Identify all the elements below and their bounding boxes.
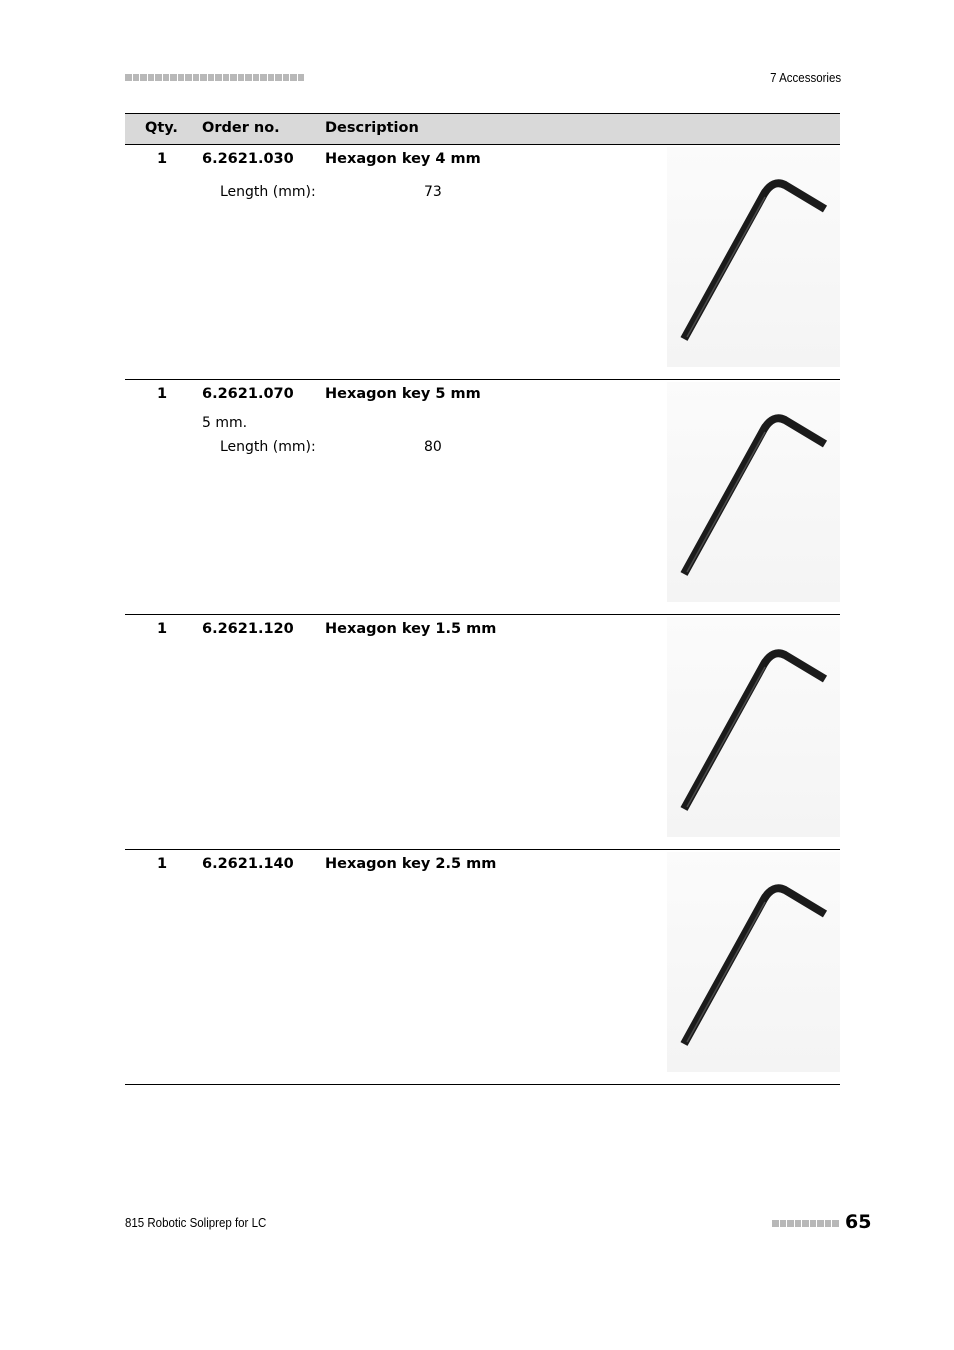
row-description: Hexagon key 5 mm [325, 386, 481, 402]
row-order-no: 6.2621.030 [202, 151, 294, 167]
row-spec-label: Length (mm): [220, 184, 316, 200]
header-order-no: Order no. [202, 120, 280, 136]
page-number: 65 [845, 1211, 872, 1233]
row-qty: 1 [157, 386, 168, 402]
row-order-no: 6.2621.070 [202, 386, 294, 402]
table-row [125, 145, 840, 380]
hexagon-key-image [667, 147, 840, 367]
row-note: 5 mm. [202, 415, 248, 431]
table-row [125, 615, 840, 850]
row-description: Hexagon key 2.5 mm [325, 856, 497, 872]
accessories-table [125, 113, 840, 1085]
row-qty: 1 [157, 856, 168, 872]
table-row [125, 380, 840, 615]
hexagon-key-image [667, 852, 840, 1072]
section-title: 7 Accessories [770, 71, 841, 85]
row-spec-label: Length (mm): [220, 439, 316, 455]
footer-decoration-squares [772, 1220, 839, 1227]
manual-title: 815 Robotic Soliprep for LC [125, 1216, 267, 1230]
table-header [125, 113, 840, 145]
row-qty: 1 [157, 151, 168, 167]
header-description: Description [325, 120, 419, 136]
row-description: Hexagon key 4 mm [325, 151, 481, 167]
header-decoration-squares [125, 74, 304, 81]
hexagon-key-image [667, 617, 840, 837]
row-order-no: 6.2621.120 [202, 621, 294, 637]
header-qty: Qty. [145, 120, 178, 136]
row-spec-value: 73 [424, 184, 442, 200]
row-spec-value: 80 [424, 439, 442, 455]
row-order-no: 6.2621.140 [202, 856, 294, 872]
table-row [125, 850, 840, 1085]
row-description: Hexagon key 1.5 mm [325, 621, 497, 637]
hexagon-key-image [667, 382, 840, 602]
row-qty: 1 [157, 621, 168, 637]
